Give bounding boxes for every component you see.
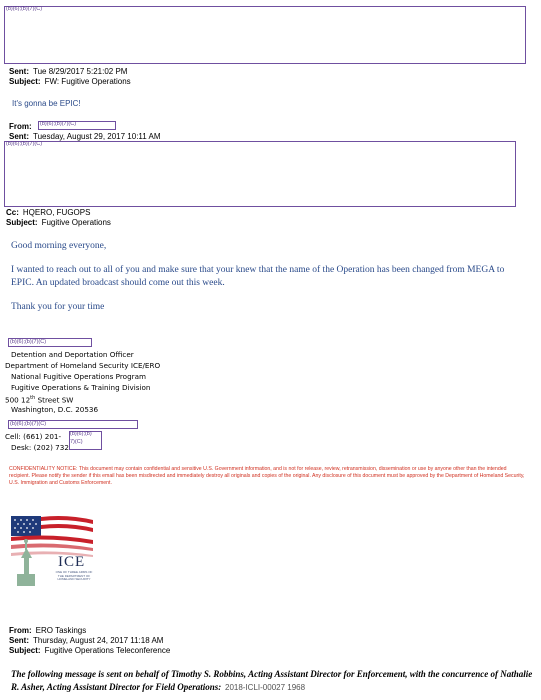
msg2-cc: Cc: HQERO, FUGOPS bbox=[6, 208, 91, 217]
msg1-subject: Subject: FW: Fugitive Operations bbox=[9, 77, 131, 86]
msg3-body: The following message is sent on behalf of Timothy S. Robbins, Acting Assistant Director for Enforcement, with the concurrence of Nathalie R. Asher, Acting Assistant Director for Field Operations: bbox=[11, 669, 533, 692]
confidentiality-notice: CONFIDENTIALITY NOTICE: This document may contain confidential and sensitive U.S. Government information, and is not for release, review, retransmission, dissemination or use by anyone other than the intended recipient. Please notify the sender if this email has been misdirected and immediately destroy all originals and copies of the original. Any disclosure of this document must be approved by the Department of Homeland Security, U.S. Immigration and Customs Enforcement. bbox=[9, 466, 525, 486]
redaction-box-top bbox=[4, 6, 526, 64]
msg2-thanks: Thank you for your time bbox=[11, 302, 105, 312]
ice-logo-subtext: ONE OF THREE ARMS OF THE DEPARTMENT OF HOMELAND SECURITY bbox=[55, 570, 93, 582]
msg1-body: It's gonna be EPIC! bbox=[12, 99, 81, 108]
signature-division: Fugitive Operations & Training Division bbox=[11, 383, 151, 392]
signature-city: Washington, D.C. 20536 bbox=[11, 405, 99, 414]
redaction-code: (b)(6);(b)(7)(C) bbox=[6, 6, 43, 12]
redaction-code: (b)(6);(b)(7)(C) bbox=[6, 141, 43, 147]
signature-dept: Department of Homeland Security ICE/ERO bbox=[5, 361, 161, 370]
redaction-code: (b)(6);(b)(7)(C) bbox=[40, 121, 77, 127]
msg2-greeting: Good morning everyone, bbox=[11, 241, 107, 251]
signature-street: 500 12th Street SW bbox=[5, 395, 74, 405]
signature-program: National Fugitive Operations Program bbox=[11, 372, 146, 381]
msg2-sent: Sent: Tuesday, August 29, 2017 10:11 AM bbox=[9, 132, 161, 141]
signature-title: Detention and Deportation Officer bbox=[11, 350, 134, 359]
msg2-subject: Subject: Fugitive Operations bbox=[6, 218, 111, 227]
redaction-code-tail: 7)(C) bbox=[70, 439, 83, 445]
msg3-sent: Sent: Thursday, August 24, 2017 11:18 AM bbox=[9, 636, 164, 645]
ice-logo bbox=[11, 514, 93, 586]
msg2-from: From: bbox=[9, 122, 32, 131]
msg2-paragraph: I wanted to reach out to all of you and make sure that your knew that the name of the Operation has been changed from MEGA to EPIC. An updated broadcast should come out this week. bbox=[11, 265, 505, 288]
signature-desk: Desk: (202) 732 bbox=[11, 443, 69, 452]
redaction-box-to bbox=[4, 141, 516, 207]
msg1-sent: Sent: Tue 8/29/2017 5:21:02 PM bbox=[9, 67, 128, 76]
redaction-code-short: (b)(6);(b) bbox=[70, 431, 92, 437]
redaction-code: (b)(6);(b)(7)(C) bbox=[10, 421, 47, 427]
msg3-from: From: ERO Taskings bbox=[9, 626, 87, 635]
redaction-code: (b)(6);(b)(7)(C) bbox=[10, 339, 47, 345]
document-stamp: 2018-ICLI-00027 1968 bbox=[225, 683, 306, 692]
ice-logo-text: ICE bbox=[58, 554, 86, 570]
msg3-subject: Subject: Fugitive Operations Teleconference bbox=[9, 646, 171, 655]
signature-cell: Cell: (661) 201- bbox=[5, 432, 62, 441]
